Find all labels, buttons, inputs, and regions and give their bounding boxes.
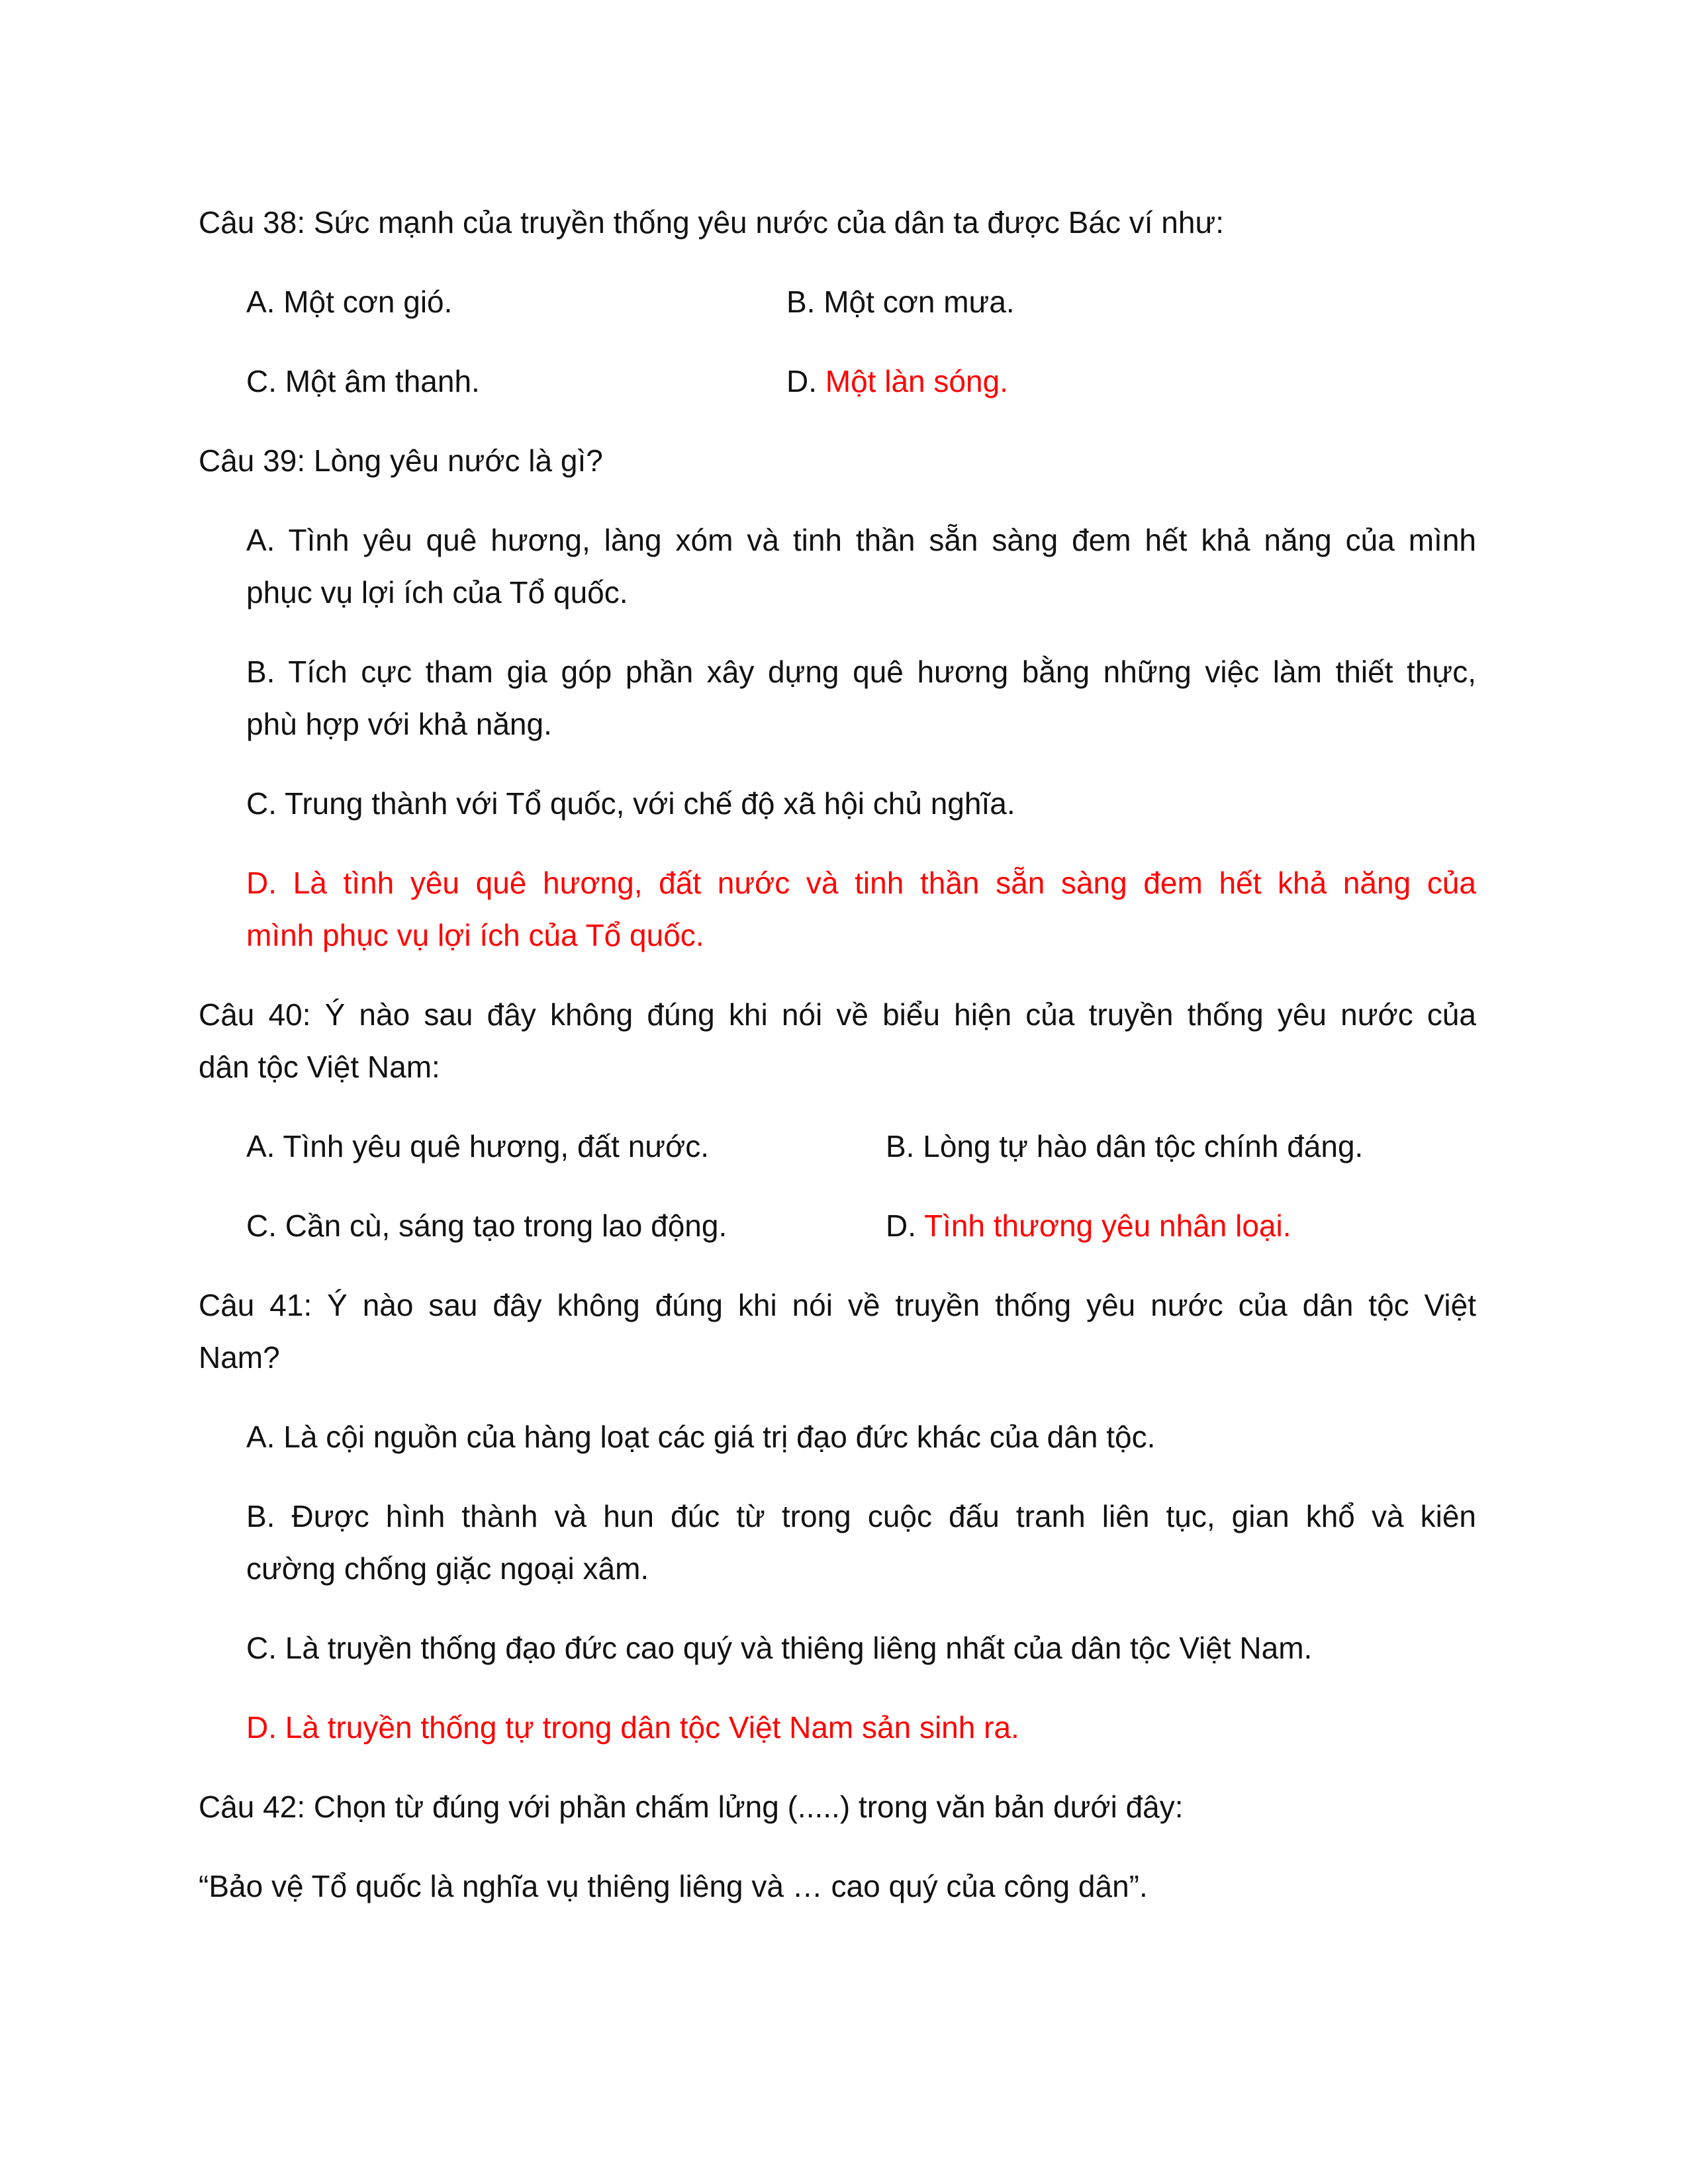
q39-option-b-line1: B. Tích cực tham gia góp phần xây dựng quê hương bằng những việc làm thiết thực, (246, 655, 1476, 689)
question-40-line1: Câu 40: Ý nào sau đây không đúng khi nói về biểu hiện của truyền thống yêu nước của (199, 997, 1476, 1032)
q39-option-c: C. Trung thành với Tổ quốc, với chế độ xã hội chủ nghĩa. (246, 786, 1015, 821)
question-42: Câu 42: Chọn từ đúng với phần chấm lửng (.....) trong văn bản dưới đây: (199, 1790, 1184, 1824)
question-39: Câu 39: Lòng yêu nước là gì? (199, 443, 603, 478)
q38-option-d (786, 361, 1008, 401)
q39-option-b-line2: phù hợp với khả năng. (246, 707, 552, 741)
q41-option-c: C. Là truyền thống đạo đức cao quý và thiêng liêng nhất của dân tộc Việt Nam. (246, 1631, 1313, 1665)
q38-option-a: A. Một cơn gió. (246, 285, 453, 319)
question-38: Câu 38: Sức mạnh của truyền thống yêu nước của dân ta được Bác ví như: (199, 205, 1225, 240)
q39-option-a-line1: A. Tình yêu quê hương, làng xóm và tinh thần sẵn sàng đem hết khả năng của mình (246, 523, 1476, 557)
q39-correct-answer-line1: D. Là tình yêu quê hương, đất nước và tinh thần sẵn sàng đem hết khả năng của (246, 866, 1476, 900)
q41-correct-answer: D. Là truyền thống tự trong dân tộc Việt Nam sản sinh ra. (246, 1710, 1019, 1745)
q40-option-a: A. Tình yêu quê hương, đất nước. (246, 1129, 710, 1163)
question-41-line1: Câu 41: Ý nào sau đây không đúng khi nói về truyền thống yêu nước của dân tộc Việt (199, 1288, 1476, 1322)
q38-option-d-prefix: D. (786, 364, 817, 398)
q38-option-c: C. Một âm thanh. (246, 364, 480, 398)
q39-correct-answer-line2: mình phục vụ lợi ích của Tổ quốc. (246, 918, 704, 952)
question-40-line2: dân tộc Việt Nam: (199, 1050, 440, 1084)
q40-option-d (886, 1206, 1291, 1246)
q38-correct-answer: Một làn sóng. (825, 364, 1008, 398)
q41-option-b-line2: cường chống giặc ngoại xâm. (246, 1551, 649, 1586)
q38-option-b: B. Một cơn mưa. (786, 285, 1015, 319)
q42-quote: “Bảo vệ Tổ quốc là nghĩa vụ thiêng liêng và … cao quý của công dân”. (199, 1869, 1148, 1903)
q40-option-c: C. Cần cù, sáng tạo trong lao động. (246, 1208, 727, 1243)
q41-option-b-line1: B. Được hình thành và hun đúc từ trong cuộc đấu tranh liên tục, gian khổ và kiên (246, 1499, 1476, 1533)
q39-option-a-line2: phục vụ lợi ích của Tổ quốc. (246, 575, 628, 610)
q40-option-d-prefix: D. (886, 1208, 916, 1243)
q40-correct-answer: Tình thương yêu nhân loại. (923, 1208, 1291, 1243)
q41-option-a: A. Là cội nguồn của hàng loạt các giá trị đạo đức khác của dân tộc. (246, 1420, 1156, 1454)
question-41-line2: Nam? (199, 1340, 280, 1375)
q40-option-b: B. Lòng tự hào dân tộc chính đáng. (886, 1129, 1364, 1163)
